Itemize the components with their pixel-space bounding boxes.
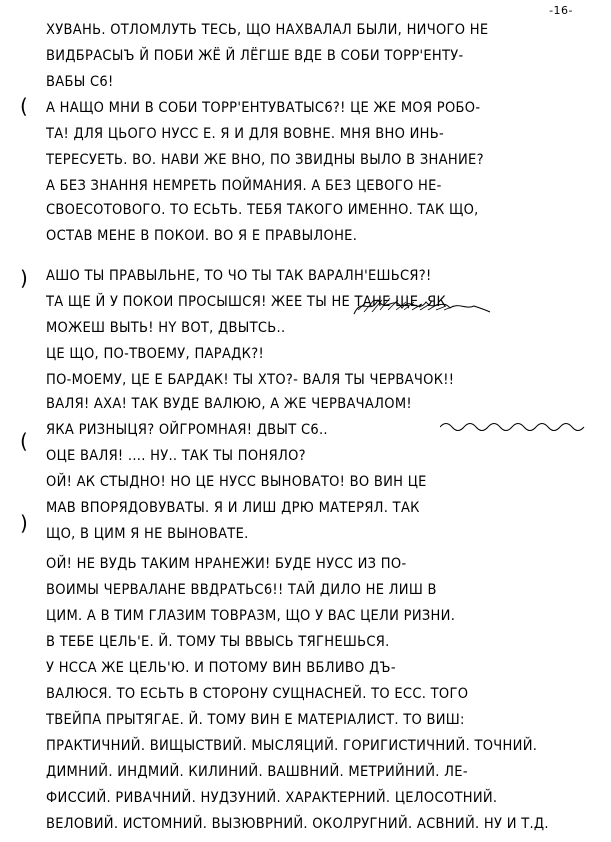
text-line: АШО ТЫ ПРАВЫЛЬНЕ, ТО ЧО ТЫ ТАК ВАРАЛН'ЕШЬСЯ?! [46,268,432,284]
paragraph-marker: ) [20,511,28,535]
text-line: ТА! ДЛЯ ЦЬОГО НУСС Е. Я И ДЛЯ ВОВНЕ. МНЯ ВНО ИНЬ- [46,126,445,142]
text-line: ХУВАНЬ. ОТЛОМЛУТЬ ТЕСЬ, ЩО НАХВАЛАЛ БЫЛИ, НИЧОГО НЕ [46,22,489,38]
text-line: ОЙ! АК СТЫДНО! НО ЦЕ НУСС ВЫНОВАТО! ВО ВИН ЦЕ [46,474,427,490]
paragraph-marker: ( [20,429,28,453]
text-line: У НССА ЖЕ ЦЕЛЬ'Ю. И ПОТОМУ ВИН ВБЛИВО ДЪ- [46,660,396,676]
text-line: А БЕЗ ЗНАННЯ НЕМРЕТЬ ПОЙМАНИЯ. А БЕЗ ЦЕВОГО НЕ- [46,178,442,194]
text-line: ОСТАВ МЕНЕ В ПОКОИ. ВО Я Е ПРАВЫЛОНЕ. [46,228,358,244]
text-line: ВЕЛОВИЙ. ИСТОМНИЙ. ВЫЗЮВРНИЙ. ОКОЛРУГНИЙ. АСВНИЙ. НУ И Т.Д. [46,816,549,832]
text-line: МАВ ВПОРЯДОВУВАТЫ. Я И ЛИШ ДРЮ МАТЕРЯЛ. ТАК [46,500,420,516]
text-line: ОЙ! НЕ ВУДЬ ТАКИМ НРАНЕЖИ! БУДЕ НУСС ИЗ ПО- [46,556,407,572]
text-line: ЦИМ. А В ТИМ ГЛАЗИМ ТОВРАЗМ, ЩО У ВАС ЦЕЛИ РИЗНИ. [46,608,456,624]
text-line: ВОИМЫ ЧЕРВАЛАНЕ ВВДРАТЬС6!! ТАЙ ДИЛО НЕ ЛИШ В [46,582,437,598]
paragraph-marker: ) [20,266,28,290]
text-line: МОЖЕШ ВЫТЬ! НY ВОТ, ДВЫТСЬ.. [46,320,286,336]
text-line: ЩО, В ЦИМ Я НЕ ВЫНОВАТЕ. [46,526,249,542]
text-line: ТЕРЕСУЕТЬ. ВО. НАВИ ЖЕ ВНО, ПО ЗВИДНЫ ВЫЛО В ЗНАНИЕ? [46,152,484,168]
text-line: СВОЕСОТОВОГО. ТО ЕСЬТЬ. ТЕБЯ ТАКОГО ИМЕННО. ТАК ЩО, [46,202,479,218]
wavy-line [440,420,590,434]
text-line: ПО-МОЕМУ, ЦЕ Е БАРДАК! ТЫ ХТО?- ВАЛЯ ТЫ ЧЕРВАЧОК!! [46,372,455,388]
paragraph-marker: ( [20,94,28,118]
text-line: ВАЛЮСЯ. ТО ЕСЬТЬ В СТОРОНУ СУЩНАСНЕЙ. ТО ЕСС. ТОГО [46,686,469,702]
text-line: ПРАКТИЧНИЙ. ВИЩЫСТВИЙ. МЫСЛЯЦИЙ. ГОРИГИСТИЧНИЙ. ТОЧНИЙ. [46,738,538,754]
text-line: ЦЕ ЩО, ПО-ТВОЕМУ, ПАРАДК?! [46,346,264,362]
page-number: -16- [549,4,573,17]
text-line: ДИМНИЙ. ИНДМИЙ. КИЛИНИЙ. ВАШВНИЙ. МЕТРИЙНИЙ. ЛЕ- [46,764,468,780]
text-line: ФИССИЙ. РИВАЧНИЙ. НУДЗУНИЙ. ХАРАКТЕРНИЙ. ЦЕЛОСОТНИЙ. [46,790,498,806]
text-line: А НАЩО МНИ В СОБИ ТОРР'ЕНТУВАТЫС6?! ЦЕ ЖЕ МОЯ РОБО- [46,100,481,116]
text-line: ТВЕЙПА ПРЫТЯГАЕ. Й. ТОМУ ВИН Е МАТЕРІАЛИСТ. ТО ВИШ: [46,712,465,728]
text-line: ОЦЕ ВАЛЯ! .... НУ.. ТАК ТЫ ПОНЯЛО? [46,448,306,464]
text-line: ВАБЫ С6! [46,74,114,90]
text-line: В ТЕБЕ ЦЕЛЬ'Е. Й. ТОМУ ТЫ ВВЫСЬ ТЯГНЕШЬСЯ. [46,634,390,650]
text-line: ТА ЩЕ Й У ПОКОИ ПРОСЫШСЯ! ЖЕЕ ТЫ НЕ ТАНЕ ЩЕ, ЯК [46,294,447,310]
text-line: ЯКА РИЗНЫЦЯ? ОЙГРОМНАЯ! ДВЫТ С6.. [46,422,328,438]
scribble-mark [352,286,492,322]
text-line: ВИДБРАСЫЪ Й ПОБИ ЖЁ Й ЛЁГШЕ ВДЕ В СОБИ ТОРР'ЕНТУ- [46,48,464,64]
text-line: ВАЛЯ! АХА! ТАК ВУДЕ ВАЛЮЮ, А ЖЕ ЧЕРВАЧАЛОМ! [46,396,412,412]
